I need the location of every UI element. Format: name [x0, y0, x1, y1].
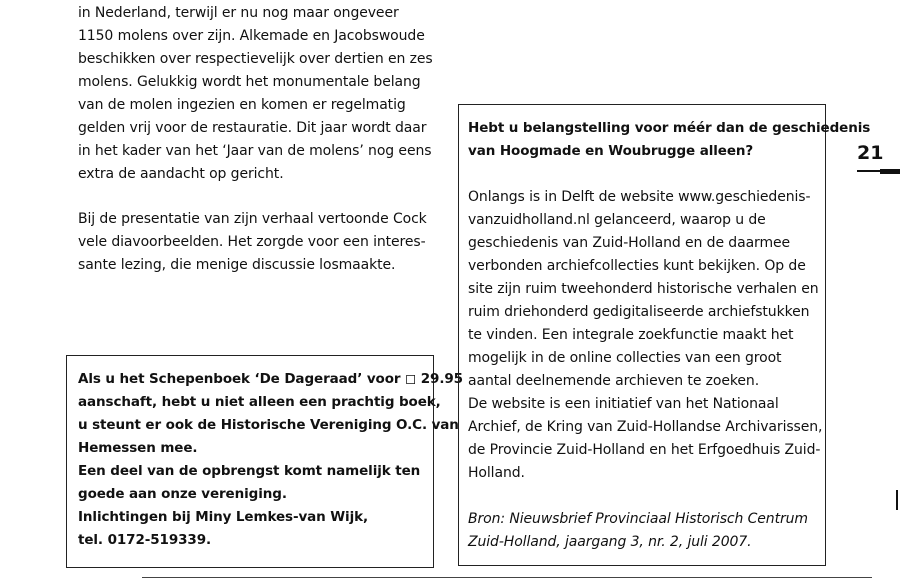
left-p1-line: extra de aandacht op gericht.	[78, 166, 284, 182]
box-body-line: aantal deelnemende archieven te zoeken.	[468, 373, 760, 389]
box-body-line: site zijn ruim tweehonderd historische verhalen en	[468, 281, 819, 297]
box-body-line: mogelijk in de online collecties van een groot	[468, 350, 782, 366]
box-body-line: Archief, de Kring van Zuid-Hollandse Archivarissen,	[468, 419, 823, 435]
source-line: Zuid-Holland, jaargang 3, nr. 2, juli 2007.	[468, 534, 752, 550]
box-body-line: Holland.	[468, 465, 525, 481]
schepenboek-notice-box	[66, 355, 463, 568]
notice-line: u steunt er ook de Historische Vereniging O.C. van	[78, 417, 459, 433]
left-p1-line: in het kader van het ‘Jaar van de molens’ nog eens	[78, 143, 432, 159]
box-heading-line: Hebt u belangstelling voor méér dan de geschiedenis	[468, 120, 871, 136]
left-p1-line: 1150 molens over zijn. Alkemade en Jacobswoude	[78, 28, 425, 44]
bottom-divider	[142, 577, 872, 578]
left-p2-line: Bij de presentatie van zijn verhaal vertoonde Cock	[78, 211, 427, 227]
notice-line: goede aan onze vereniging.	[78, 486, 287, 502]
box-body-line: vanzuidholland.nl gelanceerd, waarop u de	[468, 212, 766, 228]
notice-line: Hemessen mee.	[78, 440, 198, 456]
box-body-line: De website is een initiatief van het Nationaal	[468, 396, 779, 412]
source-line: Bron: Nieuwsbrief Provinciaal Historisch Centrum	[468, 511, 808, 527]
box-body-line: Onlangs is in Delft de website www.geschiedenis-	[468, 189, 811, 205]
box-body-line: verbonden archiefcollecties kunt bekijken. Op de	[468, 258, 806, 274]
left-p1-line: beschikken over respectievelijk over dertien en zes	[78, 51, 433, 67]
page-number: 21	[857, 142, 884, 164]
notice-line: Een deel van de opbrengst komt namelijk ten	[78, 463, 421, 479]
left-p2-line: vele diavoorbeelden. Het zorgde voor een interes-	[78, 234, 426, 250]
box-body-line: te vinden. Een integrale zoekfunctie maakt het	[468, 327, 794, 343]
left-p1-line: in Nederland, terwijl er nu nog maar ongeveer	[78, 5, 399, 21]
left-p1-line: molens. Gelukkig wordt het monumentale belang	[78, 74, 421, 90]
notice-line: Als u het Schepenboek ‘De Dageraad’ voor ◻ 29.95	[78, 371, 463, 387]
left-p1-line: van de molen ingezien en komen er regelmatig	[78, 97, 406, 113]
notice-line: tel. 0172-519339.	[78, 532, 212, 548]
box-body-line: geschiedenis van Zuid-Holland en de daarmee	[468, 235, 791, 251]
box-heading-line: van Hoogmade en Woubrugge alleen?	[468, 143, 754, 159]
notice-line: aanschaft, hebt u niet alleen een prachtig boek,	[78, 394, 441, 410]
notice-line: Inlichtingen bij Miny Lemkes-van Wijk,	[78, 509, 369, 525]
page-number-rule-accent	[880, 169, 900, 174]
left-p2-line: sante lezing, die menige discussie losmaakte.	[78, 257, 396, 273]
box-body-line: ruim driehonderd gedigitaliseerde archiefstukken	[468, 304, 810, 320]
page-edge-mark	[896, 490, 898, 510]
left-p1-line: gelden vrij voor de restauratie. Dit jaar wordt daar	[78, 120, 427, 136]
box-body-line: de Provincie Zuid-Holland en het Erfgoedhuis Zuid-	[468, 442, 821, 458]
